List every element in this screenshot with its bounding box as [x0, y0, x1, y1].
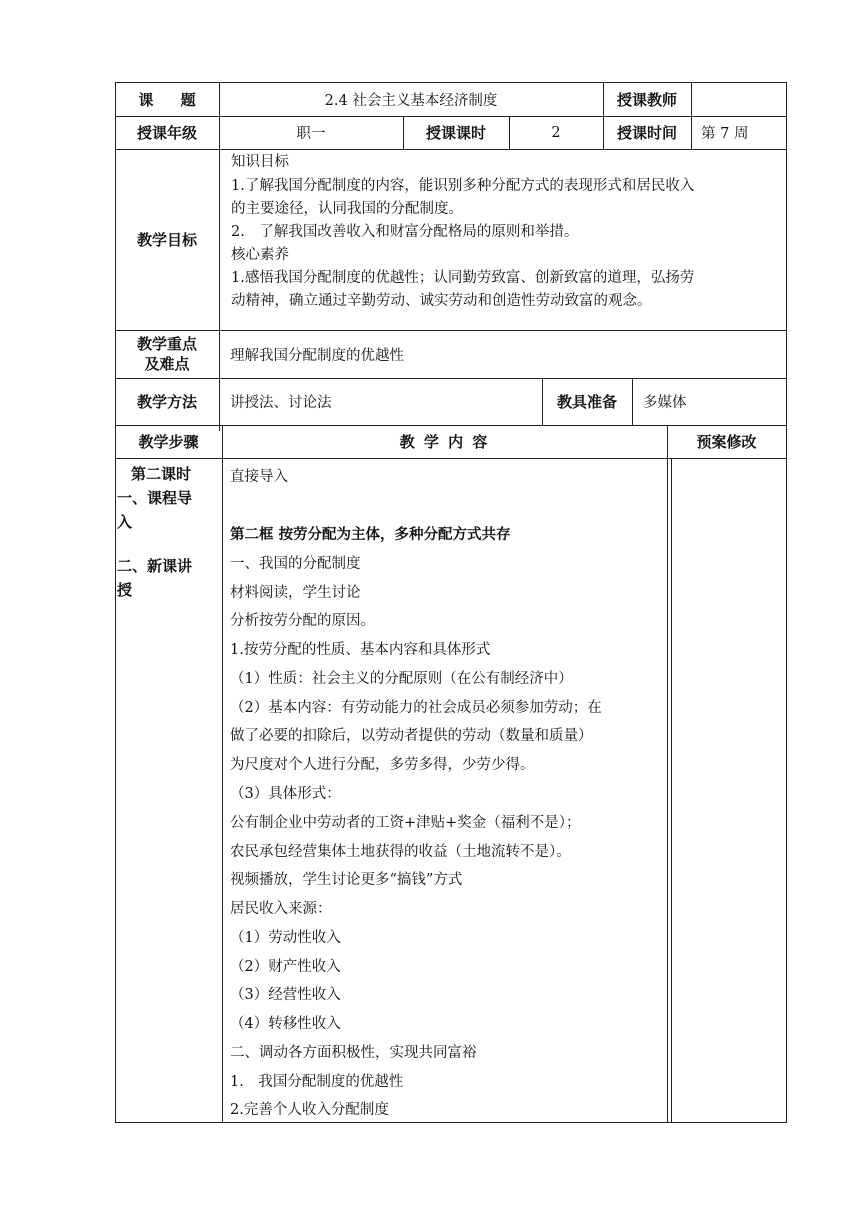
step-2-line2: 授 — [117, 581, 133, 599]
content-line: 做了必要的扣除后，以劳动者提供的劳动（数量和质量） — [230, 728, 593, 744]
goal-line: 1.了解我国分配制度的内容，能识别多种分配方式的表现形式和居民收入 — [231, 178, 695, 194]
key-points-label-line1: 教学重点 — [136, 335, 197, 353]
revision-label: 预案修改 — [696, 433, 757, 451]
content-line: （3）具体形式： — [230, 786, 341, 802]
step-1-line1: 第二课时 — [131, 465, 192, 483]
content-line: （2）财产性收入 — [230, 959, 341, 975]
step-2 — [117, 554, 221, 602]
content-line: 农民承包经营集体土地获得的收益（土地流转不是）。 — [230, 844, 571, 860]
step-1-line3: 入 — [117, 513, 133, 531]
hours-value: 2 — [551, 124, 561, 141]
content-line: 2.完善个人收入分配制度 — [230, 1102, 389, 1118]
content-line: 公有制企业中劳动者的工资+津贴+奖金（福利不是）； — [230, 815, 581, 831]
key-points-label-line2: 及难点 — [144, 355, 190, 373]
content-line: 1. 我国分配制度的优越性 — [230, 1074, 404, 1090]
steps-label: 教学步骤 — [138, 433, 199, 451]
content-line: （1）劳动性收入 — [230, 930, 341, 946]
grade-label: 授课年级 — [136, 124, 197, 142]
content-label: 教 学 内 容 — [399, 433, 490, 451]
content-line: 二、调动各方面积极性，实现共同富裕 — [230, 1045, 477, 1061]
time-label: 授课时间 — [616, 124, 677, 142]
content-line: 分析按劳分配的原因。 — [230, 613, 375, 629]
goal-line: 2. 了解我国改善收入和财富分配格局的原则和举措。 — [231, 224, 579, 240]
content-line: 视频播放，学生讨论更多“搞钱”方式 — [230, 872, 463, 888]
grade-value: 职一 — [296, 126, 326, 142]
goals-label: 教学目标 — [136, 231, 197, 249]
content-line: （1）性质：社会主义的分配原则（在公有制经济中） — [230, 671, 573, 687]
teacher-label: 授课教师 — [616, 90, 677, 109]
goal-line: 的主要途径，认同我国的分配制度。 — [231, 201, 463, 217]
topic-value: 2.4 社会主义基本经济制度 — [324, 92, 498, 109]
goal-line: 知识目标 — [231, 154, 289, 170]
methods-label: 教学方法 — [136, 393, 197, 411]
methods-value: 讲授法、讨论法 — [230, 395, 332, 411]
tools-value: 多媒体 — [643, 395, 687, 411]
tools-label: 教具准备 — [556, 393, 617, 411]
step-1 — [117, 462, 221, 534]
key-points-label — [115, 330, 219, 378]
content-line: 一、我国的分配制度 — [230, 556, 361, 572]
content-line: 1.按劳分配的性质、基本内容和具体形式 — [230, 642, 491, 658]
content-line: 材料阅读，学生讨论 — [230, 585, 361, 601]
content-line: 为尺度对个人进行分配，多劳多得，少劳少得。 — [230, 757, 535, 773]
goal-line: 核心素养 — [231, 247, 289, 263]
key-points-value: 理解我国分配制度的优越性 — [230, 347, 404, 364]
content-line: 居民收入来源： — [230, 901, 332, 917]
topic-label: 课 题 — [138, 90, 196, 109]
hours-label: 授课课时 — [425, 124, 486, 142]
content-line: （2）基本内容：有劳动能力的社会成员必须参加劳动；在 — [230, 700, 602, 716]
content-line: （4）转移性收入 — [230, 1016, 341, 1032]
content-intro: 直接导入 — [230, 469, 288, 485]
teacher-value — [691, 82, 786, 116]
step-1-line2: 一、课程导 — [117, 489, 193, 507]
goal-line: 1.感悟我国分配制度的优越性；认同勤劳致富、创新致富的道理，弘扬劳 — [231, 270, 695, 286]
goal-line: 动精神，确立通过辛勤劳动、诚实劳动和创造性劳动致富的观念。 — [231, 293, 652, 309]
content-line: （3）经营性收入 — [230, 987, 341, 1003]
time-value: 第 7 周 — [701, 126, 749, 142]
step-2-line1: 二、新课讲 — [117, 557, 193, 575]
section-title: 第二框 按劳分配为主体，多种分配方式共存 — [230, 527, 511, 543]
